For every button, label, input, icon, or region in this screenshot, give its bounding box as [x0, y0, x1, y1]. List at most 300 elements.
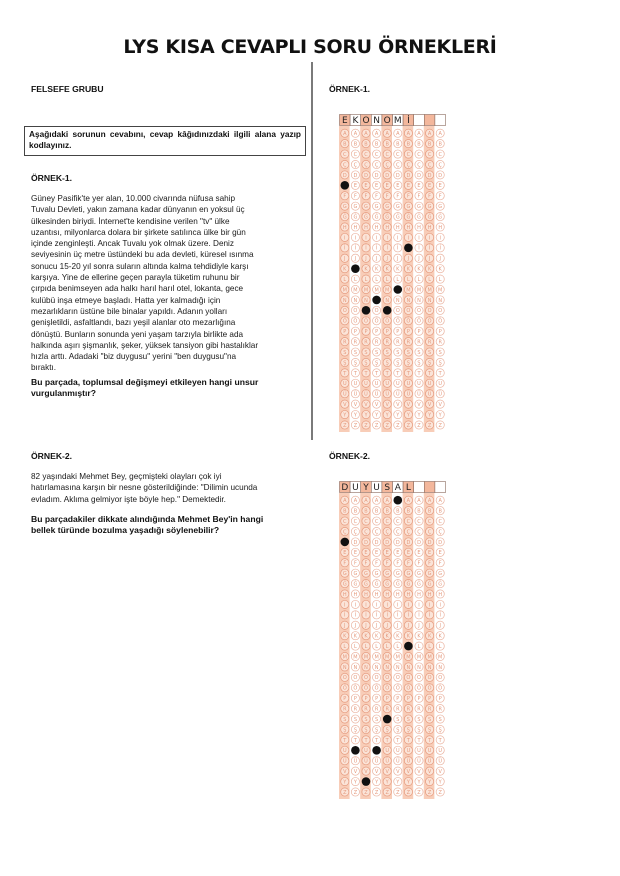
- bubble[interactable]: [373, 621, 381, 629]
- bubble[interactable]: [425, 715, 433, 723]
- bubble[interactable]: [362, 254, 370, 262]
- bubble[interactable]: [394, 160, 402, 168]
- bubble[interactable]: [383, 517, 391, 525]
- bubble[interactable]: [436, 327, 444, 335]
- bubble[interactable]: [362, 694, 370, 702]
- bubble[interactable]: [394, 632, 402, 640]
- bubble[interactable]: [362, 725, 370, 733]
- bubble[interactable]: [436, 212, 444, 220]
- bubble[interactable]: [415, 327, 423, 335]
- bubble[interactable]: [351, 621, 359, 629]
- bubble[interactable]: [373, 725, 381, 733]
- bubble[interactable]: [362, 507, 370, 515]
- bubble[interactable]: [341, 129, 349, 137]
- bubble[interactable]: [373, 192, 381, 200]
- bubble[interactable]: [436, 590, 444, 598]
- bubble[interactable]: [383, 244, 391, 252]
- bubble[interactable]: [425, 632, 433, 640]
- bubble[interactable]: [351, 652, 359, 660]
- bubble[interactable]: [425, 358, 433, 366]
- bubble[interactable]: [362, 517, 370, 525]
- bubble[interactable]: [394, 129, 402, 137]
- bubble[interactable]: [341, 548, 349, 556]
- bubble[interactable]: [394, 369, 402, 377]
- bubble[interactable]: [383, 569, 391, 577]
- bubble[interactable]: [341, 379, 349, 387]
- bubble[interactable]: [373, 348, 381, 356]
- bubble[interactable]: [351, 788, 359, 796]
- bubble[interactable]: [425, 527, 433, 535]
- bubble[interactable]: [362, 275, 370, 283]
- bubble[interactable]: [362, 129, 370, 137]
- bubble[interactable]: [394, 192, 402, 200]
- bubble[interactable]: [404, 569, 412, 577]
- bubble[interactable]: [351, 538, 359, 546]
- bubble[interactable]: [436, 611, 444, 619]
- bubble[interactable]: [394, 306, 402, 314]
- bubble[interactable]: [373, 233, 381, 241]
- bubble[interactable]: [373, 694, 381, 702]
- bubble[interactable]: [415, 379, 423, 387]
- bubble[interactable]: [341, 736, 349, 744]
- bubble[interactable]: [415, 390, 423, 398]
- bubble[interactable]: [415, 652, 423, 660]
- bubble[interactable]: [425, 725, 433, 733]
- bubble[interactable]: [351, 181, 359, 189]
- bubble[interactable]: [415, 150, 423, 158]
- bubble[interactable]: [373, 757, 381, 765]
- bubble[interactable]: [373, 652, 381, 660]
- bubble[interactable]: [415, 621, 423, 629]
- bubble[interactable]: [394, 410, 402, 418]
- bubble[interactable]: [362, 579, 370, 587]
- bubble[interactable]: [436, 390, 444, 398]
- bubble[interactable]: [351, 202, 359, 210]
- bubble[interactable]: [415, 254, 423, 262]
- bubble[interactable]: [394, 600, 402, 608]
- bubble[interactable]: [362, 358, 370, 366]
- bubble[interactable]: [404, 673, 412, 681]
- bubble[interactable]: [436, 705, 444, 713]
- bubble[interactable]: [373, 171, 381, 179]
- bubble[interactable]: [383, 379, 391, 387]
- bubble[interactable]: [341, 590, 349, 598]
- bubble[interactable]: [383, 652, 391, 660]
- bubble[interactable]: [404, 611, 412, 619]
- bubble[interactable]: [383, 285, 391, 293]
- bubble[interactable]: [373, 202, 381, 210]
- bubble[interactable]: [404, 527, 412, 535]
- bubble[interactable]: [425, 348, 433, 356]
- bubble[interactable]: [415, 275, 423, 283]
- bubble[interactable]: [394, 788, 402, 796]
- bubble[interactable]: [383, 632, 391, 640]
- bubble[interactable]: [373, 306, 381, 314]
- bubble-filled[interactable]: [362, 777, 371, 786]
- bubble[interactable]: [362, 715, 370, 723]
- bubble[interactable]: [383, 358, 391, 366]
- bubble[interactable]: [415, 129, 423, 137]
- bubble[interactable]: [404, 400, 412, 408]
- bubble[interactable]: [394, 181, 402, 189]
- bubble[interactable]: [383, 694, 391, 702]
- bubble[interactable]: [425, 150, 433, 158]
- bubble[interactable]: [341, 400, 349, 408]
- bubble[interactable]: [425, 129, 433, 137]
- bubble[interactable]: [351, 725, 359, 733]
- bubble[interactable]: [436, 517, 444, 525]
- bubble[interactable]: [394, 254, 402, 262]
- bubble[interactable]: [341, 223, 349, 231]
- bubble[interactable]: [341, 684, 349, 692]
- bubble[interactable]: [341, 632, 349, 640]
- bubble[interactable]: [425, 223, 433, 231]
- bubble[interactable]: [404, 725, 412, 733]
- bubble[interactable]: [373, 150, 381, 158]
- bubble-filled[interactable]: [362, 306, 371, 315]
- bubble[interactable]: [362, 348, 370, 356]
- bubble[interactable]: [404, 317, 412, 325]
- bubble[interactable]: [394, 569, 402, 577]
- bubble[interactable]: [383, 767, 391, 775]
- bubble[interactable]: [415, 223, 423, 231]
- bubble[interactable]: [351, 212, 359, 220]
- bubble[interactable]: [362, 150, 370, 158]
- bubble[interactable]: [351, 317, 359, 325]
- bubble[interactable]: [436, 338, 444, 346]
- bubble[interactable]: [373, 421, 381, 429]
- bubble[interactable]: [373, 559, 381, 567]
- bubble[interactable]: [425, 684, 433, 692]
- bubble[interactable]: [404, 684, 412, 692]
- bubble[interactable]: [415, 181, 423, 189]
- bubble[interactable]: [404, 369, 412, 377]
- bubble[interactable]: [436, 527, 444, 535]
- bubble[interactable]: [425, 507, 433, 515]
- bubble[interactable]: [373, 379, 381, 387]
- bubble[interactable]: [383, 725, 391, 733]
- bubble[interactable]: [425, 192, 433, 200]
- bubble[interactable]: [404, 590, 412, 598]
- bubble[interactable]: [373, 410, 381, 418]
- bubble[interactable]: [394, 652, 402, 660]
- bubble[interactable]: [425, 254, 433, 262]
- bubble[interactable]: [436, 400, 444, 408]
- bubble[interactable]: [425, 600, 433, 608]
- bubble[interactable]: [373, 517, 381, 525]
- bubble[interactable]: [415, 338, 423, 346]
- bubble[interactable]: [373, 736, 381, 744]
- bubble-filled[interactable]: [404, 244, 413, 253]
- bubble[interactable]: [415, 684, 423, 692]
- bubble[interactable]: [351, 254, 359, 262]
- bubble[interactable]: [351, 171, 359, 179]
- bubble[interactable]: [436, 652, 444, 660]
- bubble[interactable]: [351, 590, 359, 598]
- bubble[interactable]: [436, 317, 444, 325]
- bubble[interactable]: [415, 410, 423, 418]
- bubble[interactable]: [425, 327, 433, 335]
- bubble[interactable]: [351, 496, 359, 504]
- bubble[interactable]: [351, 379, 359, 387]
- bubble[interactable]: [351, 400, 359, 408]
- bubble[interactable]: [373, 548, 381, 556]
- bubble[interactable]: [436, 600, 444, 608]
- bubble[interactable]: [436, 192, 444, 200]
- bubble[interactable]: [394, 421, 402, 429]
- bubble[interactable]: [404, 275, 412, 283]
- bubble[interactable]: [341, 244, 349, 252]
- bubble[interactable]: [436, 233, 444, 241]
- bubble[interactable]: [404, 746, 412, 754]
- bubble[interactable]: [373, 715, 381, 723]
- bubble[interactable]: [404, 223, 412, 231]
- bubble[interactable]: [436, 538, 444, 546]
- bubble[interactable]: [362, 400, 370, 408]
- bubble[interactable]: [373, 788, 381, 796]
- bubble[interactable]: [425, 788, 433, 796]
- bubble[interactable]: [351, 327, 359, 335]
- bubble[interactable]: [394, 548, 402, 556]
- bubble[interactable]: [373, 569, 381, 577]
- bubble[interactable]: [436, 421, 444, 429]
- bubble[interactable]: [351, 611, 359, 619]
- bubble[interactable]: [415, 517, 423, 525]
- bubble[interactable]: [373, 527, 381, 535]
- bubble[interactable]: [404, 254, 412, 262]
- bubble[interactable]: [415, 694, 423, 702]
- bubble[interactable]: [341, 746, 349, 754]
- bubble[interactable]: [383, 527, 391, 535]
- bubble[interactable]: [436, 579, 444, 587]
- bubble[interactable]: [383, 611, 391, 619]
- bubble[interactable]: [373, 358, 381, 366]
- bubble[interactable]: [351, 777, 359, 785]
- bubble[interactable]: [362, 296, 370, 304]
- bubble[interactable]: [404, 621, 412, 629]
- bubble[interactable]: [373, 369, 381, 377]
- bubble-filled[interactable]: [383, 306, 392, 315]
- bubble[interactable]: [383, 788, 391, 796]
- bubble[interactable]: [341, 725, 349, 733]
- bubble[interactable]: [383, 400, 391, 408]
- bubble-filled[interactable]: [351, 264, 360, 273]
- bubble[interactable]: [415, 736, 423, 744]
- bubble[interactable]: [404, 306, 412, 314]
- bubble[interactable]: [415, 285, 423, 293]
- bubble[interactable]: [425, 569, 433, 577]
- bubble[interactable]: [351, 150, 359, 158]
- bubble[interactable]: [373, 579, 381, 587]
- bubble[interactable]: [404, 212, 412, 220]
- bubble[interactable]: [341, 694, 349, 702]
- bubble[interactable]: [404, 421, 412, 429]
- bubble[interactable]: [383, 410, 391, 418]
- bubble[interactable]: [394, 507, 402, 515]
- bubble[interactable]: [351, 757, 359, 765]
- bubble[interactable]: [436, 788, 444, 796]
- bubble[interactable]: [404, 192, 412, 200]
- bubble[interactable]: [383, 600, 391, 608]
- bubble[interactable]: [383, 369, 391, 377]
- bubble[interactable]: [404, 129, 412, 137]
- bubble[interactable]: [436, 725, 444, 733]
- bubble[interactable]: [373, 684, 381, 692]
- bubble[interactable]: [425, 265, 433, 273]
- bubble[interactable]: [415, 296, 423, 304]
- bubble[interactable]: [425, 296, 433, 304]
- bubble[interactable]: [425, 757, 433, 765]
- bubble[interactable]: [394, 223, 402, 231]
- bubble[interactable]: [415, 757, 423, 765]
- bubble[interactable]: [415, 705, 423, 713]
- bubble[interactable]: [383, 390, 391, 398]
- bubble[interactable]: [425, 338, 433, 346]
- bubble[interactable]: [362, 757, 370, 765]
- bubble[interactable]: [394, 244, 402, 252]
- bubble[interactable]: [436, 757, 444, 765]
- bubble[interactable]: [415, 788, 423, 796]
- bubble[interactable]: [373, 611, 381, 619]
- bubble[interactable]: [394, 590, 402, 598]
- bubble[interactable]: [394, 694, 402, 702]
- bubble[interactable]: [341, 569, 349, 577]
- bubble[interactable]: [362, 192, 370, 200]
- bubble[interactable]: [404, 410, 412, 418]
- bubble[interactable]: [425, 400, 433, 408]
- bubble[interactable]: [404, 705, 412, 713]
- bubble[interactable]: [425, 275, 433, 283]
- bubble[interactable]: [383, 212, 391, 220]
- bubble[interactable]: [425, 694, 433, 702]
- bubble[interactable]: [373, 223, 381, 231]
- bubble[interactable]: [404, 202, 412, 210]
- bubble[interactable]: [383, 254, 391, 262]
- bubble[interactable]: [383, 496, 391, 504]
- bubble[interactable]: [351, 306, 359, 314]
- bubble[interactable]: [436, 129, 444, 137]
- bubble[interactable]: [341, 296, 349, 304]
- bubble[interactable]: [373, 327, 381, 335]
- bubble[interactable]: [383, 590, 391, 598]
- bubble[interactable]: [394, 527, 402, 535]
- bubble[interactable]: [415, 233, 423, 241]
- bubble[interactable]: [351, 569, 359, 577]
- bubble[interactable]: [351, 767, 359, 775]
- bubble[interactable]: [394, 390, 402, 398]
- bubble[interactable]: [425, 767, 433, 775]
- bubble[interactable]: [436, 202, 444, 210]
- bubble[interactable]: [394, 611, 402, 619]
- bubble[interactable]: [341, 600, 349, 608]
- bubble[interactable]: [436, 632, 444, 640]
- bubble[interactable]: [373, 767, 381, 775]
- bubble[interactable]: [425, 559, 433, 567]
- bubble[interactable]: [436, 369, 444, 377]
- bubble[interactable]: [341, 410, 349, 418]
- bubble[interactable]: [351, 673, 359, 681]
- bubble[interactable]: [404, 736, 412, 744]
- bubble-filled[interactable]: [404, 642, 413, 651]
- bubble[interactable]: [394, 338, 402, 346]
- bubble[interactable]: [394, 757, 402, 765]
- bubble[interactable]: [394, 684, 402, 692]
- bubble[interactable]: [394, 715, 402, 723]
- bubble[interactable]: [425, 673, 433, 681]
- bubble[interactable]: [425, 410, 433, 418]
- bubble[interactable]: [425, 611, 433, 619]
- bubble[interactable]: [425, 171, 433, 179]
- bubble[interactable]: [394, 400, 402, 408]
- bubble[interactable]: [404, 160, 412, 168]
- bubble[interactable]: [415, 527, 423, 535]
- bubble[interactable]: [404, 507, 412, 515]
- bubble[interactable]: [351, 285, 359, 293]
- bubble[interactable]: [341, 507, 349, 515]
- bubble[interactable]: [394, 736, 402, 744]
- bubble[interactable]: [341, 285, 349, 293]
- bubble[interactable]: [415, 611, 423, 619]
- bubble[interactable]: [394, 140, 402, 148]
- bubble[interactable]: [383, 192, 391, 200]
- bubble[interactable]: [341, 527, 349, 535]
- bubble[interactable]: [394, 777, 402, 785]
- bubble[interactable]: [425, 421, 433, 429]
- bubble[interactable]: [341, 496, 349, 504]
- bubble[interactable]: [383, 538, 391, 546]
- bubble[interactable]: [383, 160, 391, 168]
- bubble[interactable]: [415, 421, 423, 429]
- bubble[interactable]: [436, 559, 444, 567]
- bubble[interactable]: [362, 673, 370, 681]
- bubble[interactable]: [425, 736, 433, 744]
- bubble[interactable]: [383, 348, 391, 356]
- bubble[interactable]: [425, 663, 433, 671]
- bubble[interactable]: [362, 410, 370, 418]
- bubble[interactable]: [362, 767, 370, 775]
- bubble[interactable]: [394, 559, 402, 567]
- bubble[interactable]: [425, 233, 433, 241]
- bubble[interactable]: [362, 171, 370, 179]
- bubble[interactable]: [362, 527, 370, 535]
- bubble[interactable]: [415, 358, 423, 366]
- bubble[interactable]: [341, 338, 349, 346]
- bubble[interactable]: [341, 265, 349, 273]
- bubble[interactable]: [415, 538, 423, 546]
- bubble[interactable]: [436, 160, 444, 168]
- bubble[interactable]: [373, 538, 381, 546]
- bubble-filled[interactable]: [383, 715, 392, 724]
- bubble[interactable]: [383, 642, 391, 650]
- bubble[interactable]: [341, 369, 349, 377]
- bubble[interactable]: [415, 306, 423, 314]
- bubble[interactable]: [383, 663, 391, 671]
- bubble[interactable]: [425, 160, 433, 168]
- bubble[interactable]: [415, 317, 423, 325]
- bubble[interactable]: [383, 150, 391, 158]
- bubble[interactable]: [383, 233, 391, 241]
- bubble[interactable]: [351, 705, 359, 713]
- bubble[interactable]: [425, 705, 433, 713]
- bubble[interactable]: [404, 233, 412, 241]
- bubble[interactable]: [404, 379, 412, 387]
- bubble[interactable]: [341, 212, 349, 220]
- bubble[interactable]: [362, 705, 370, 713]
- bubble[interactable]: [351, 421, 359, 429]
- bubble[interactable]: [341, 254, 349, 262]
- bubble[interactable]: [383, 684, 391, 692]
- bubble-filled[interactable]: [393, 496, 402, 505]
